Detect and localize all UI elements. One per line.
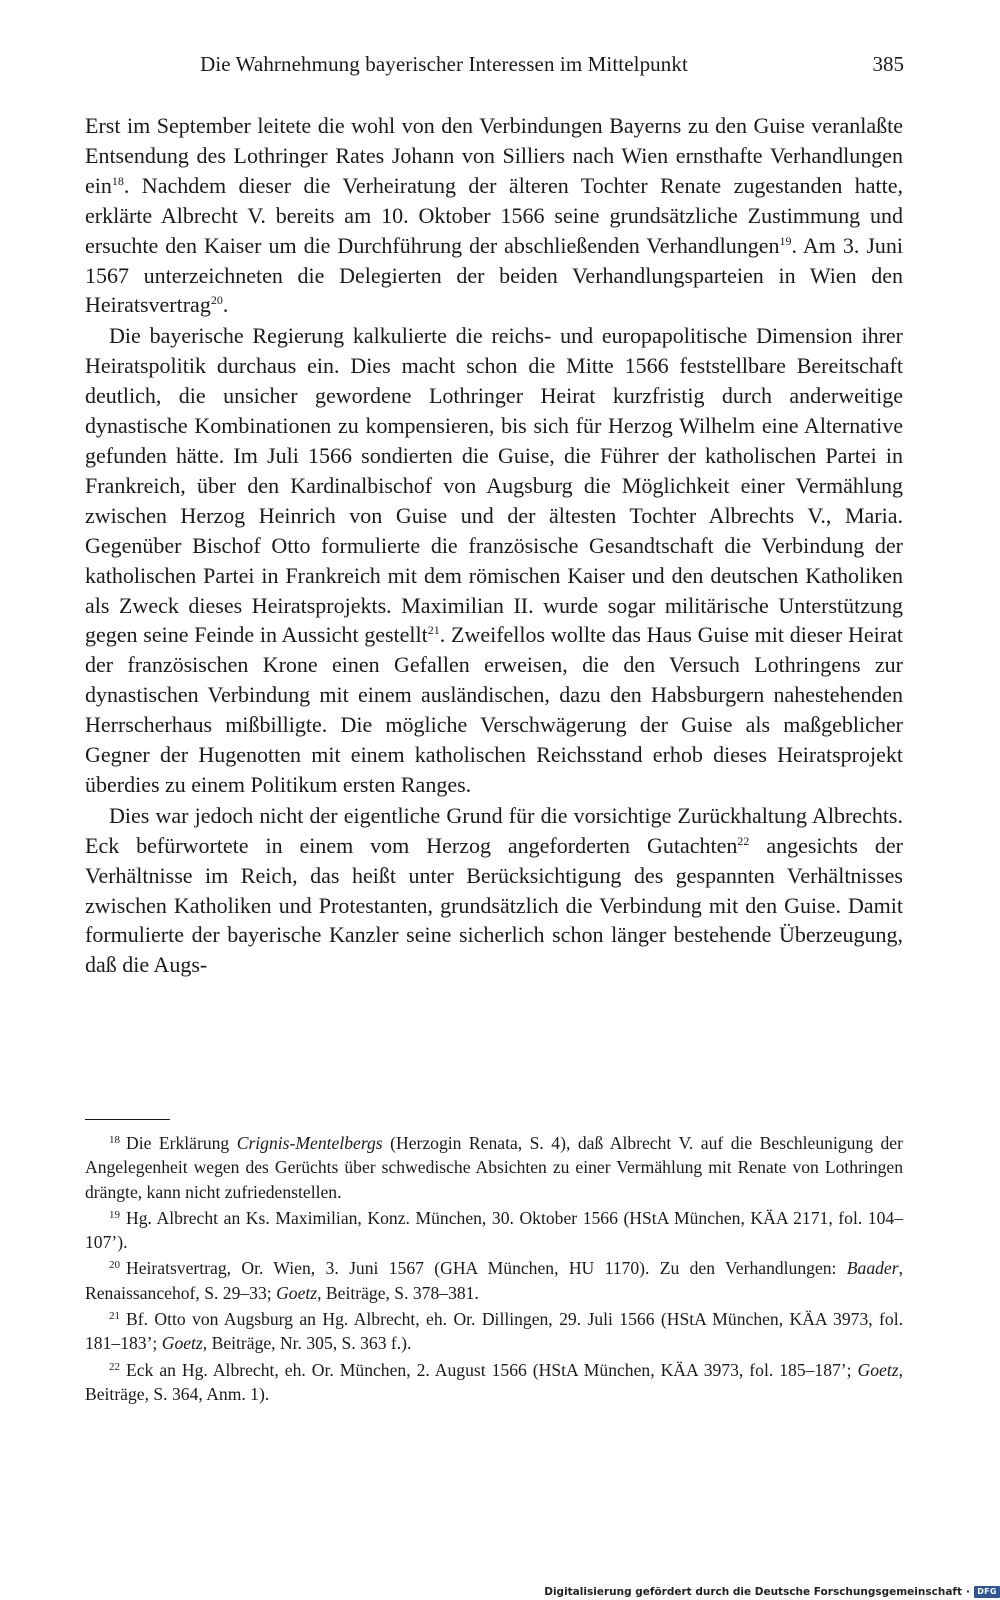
paragraph-text: . (222, 292, 229, 318)
footnote-author: Baader (846, 1258, 899, 1279)
footnote-text: Hg. Albrecht an Ks. Maximilian, Konz. München, 30. Oktober 1566 (HStA München, KÄA 2171, fol. 104–107’). (85, 1207, 903, 1253)
footnote-text: , Beiträge, S. 378–381. (317, 1282, 479, 1303)
dfg-logo-icon: DFG (974, 1586, 1000, 1598)
footnote-text: Heiratsvertrag, Or. Wien, 3. Juni 1567 (GHA München, HU 1170). Zu den Verhandlungen: (126, 1258, 847, 1279)
footnote-author: Goetz (857, 1359, 899, 1380)
credit-separator: · (966, 1586, 970, 1598)
footnote-ref: 21 (427, 623, 440, 638)
paragraph-text: . Am 3. Juni 1567 unterzeichneten die Delegierten der beiden Verhandlungsparteien in Wien den Heiratsvertrag (85, 232, 903, 318)
paragraph-1 (85, 111, 903, 320)
footnote-text: (Herzogin Renata, S. 4), daß Albrecht V. auf die Beschleunigung der Angelegenheit wegen des Gerüchts über schwedische Absichten zu einer Vermählung mit Renate von Lothringen drängte, kann nicht zufriedenstellen. (85, 1133, 903, 1202)
page-number: 385 (872, 52, 904, 76)
footnote-number: 19 (109, 1208, 120, 1221)
footnote-text: Bf. Otto von Augsburg an Hg. Albrecht, eh. Or. Dillingen, 29. Juli 1566 (HStA München, KÄA 3973, fol. 181–183’; (85, 1309, 903, 1354)
main-text (85, 111, 903, 980)
paragraph-text: Erst im September leitete die wohl von den Verbindungen Bayerns zu den Guise veranlaßte Entsendung des Lothringer Rates Johann von Silliers nach Wien ernsthafte Verhandlungen ein (85, 113, 903, 198)
footnote-number: 21 (109, 1310, 120, 1323)
paragraph-text: . Zweifellos wollte das Haus Guise mit dieser Heirat der französischen Krone einen Gefallen erweisen, die den Versuch Lothringens zur dynastischen Verbindung mit einem ausländischen, dazu den Habsburgern nahestehenden Herrscherhaus mißbilligte. Die mögliche Verschwägerung der Guise als maßgeblicher Gegner der Hugenotten mit einem katholischen Reichsstand erhob dieses Heiratsprojekt überdies zu einem Politikum ersten Ranges. (85, 622, 903, 797)
footnote-author: Crignis-Mentelbergs (236, 1133, 383, 1153)
footnote-separator (85, 1119, 170, 1120)
footnote-author: Goetz (161, 1333, 203, 1354)
paragraph-text: . Nachdem dieser die Verheiratung der älteren Tochter Renate zugestanden hatte, erklärte Albrecht V. bereits am 10. Oktober 1566 seine grundsätzliche Zustimmung und ersuchte den Kaiser um die Durchführung der abschließenden Verhandlungen (85, 172, 903, 258)
footnote-18 (85, 1131, 903, 1204)
footnote-text: , Beiträge, S. 364, Anm. 1). (85, 1359, 903, 1404)
paragraph-text: Dies war jedoch nicht der eigentliche Grund für die vorsichtige Zurückhaltung Albrechts. Eck befürwortete in einem vom Herzog angeforderten Gutachten (85, 802, 903, 858)
footnote-19 (85, 1206, 903, 1255)
paragraph-text: angesichts der Verhältnisse im Reich, das heißt unter Berücksichtigung des gespannten Verhältnisses zwischen Katholiken und Protestanten, grundsätzlich die Verbindung mit den Guise. Damit formulierte der bayerische Kanzler seine sicherlich schon länger bestehende Überzeugung, daß die Augs- (85, 832, 904, 978)
footnote-number: 22 (109, 1360, 120, 1373)
footnote-number: 20 (109, 1259, 120, 1272)
footnote-text: Die Erklärung (126, 1133, 237, 1153)
paragraph-text: Die bayerische Regierung kalkulierte die reichs- und europapolitische Dimension ihrer Heiratspolitik durchaus ein. Dies macht schon die Mitte 1566 feststellbare Bereitschaft deutlich, die unsicher gewordene Lothringer Heirat kurzfristig durch anderweitige dynastische Kombinationen zu kompensieren, bis sich für Herzog Wilhelm eine Alternative gefunden hätte. Im Juli 1566 sondierten die Guise, die Führer der katholischen Partei in Frankreich, über den Kardinalbischof von Augsburg die Möglichkeit einer Vermählung zwischen Herzog Heinrich von Guise und der ältesten Tochter Albrechts V., Maria. Gegenüber Bischof Otto formulierte die französische Gesandtschaft die Verbindung der katholischen Partei in Frankreich mit dem römischen Kaiser und den deutschen Katholiken als Zweck dieses Heiratsprojekts. Maximilian II. wurde sogar militärische Unterstützung gegen seine Feinde in Aussicht gestellt (85, 323, 903, 648)
paragraph-3 (85, 801, 903, 980)
footnote-ref: 19 (779, 233, 792, 248)
footnote-author: Goetz (276, 1282, 318, 1303)
paragraph-2 (85, 321, 903, 800)
footnote-21 (85, 1307, 903, 1356)
footnote-number: 18 (109, 1134, 120, 1146)
running-header (84, 52, 904, 82)
footnote-text: , Renaissancehof, S. 29–33; (85, 1258, 903, 1303)
footnote-ref: 20 (210, 293, 223, 308)
footnote-20 (85, 1256, 903, 1305)
digitization-credit (544, 1584, 1000, 1600)
credit-text: Digitalisierung gefördert durch die Deutsche Forschungsgemeinschaft (544, 1586, 962, 1598)
footnotes (85, 1131, 903, 1408)
running-title: Die Wahrnehmung bayerischer Interessen im Mittelpunkt (200, 52, 688, 76)
footnote-ref: 18 (111, 173, 124, 188)
footnote-ref: 22 (737, 833, 750, 848)
footnote-22 (85, 1358, 903, 1407)
footnote-text: Eck an Hg. Albrecht, eh. Or. München, 2. August 1566 (HStA München, KÄA 3973, fol. 185–187’; (126, 1359, 858, 1380)
footnote-text: , Beiträge, Nr. 305, S. 363 f.). (202, 1333, 412, 1354)
